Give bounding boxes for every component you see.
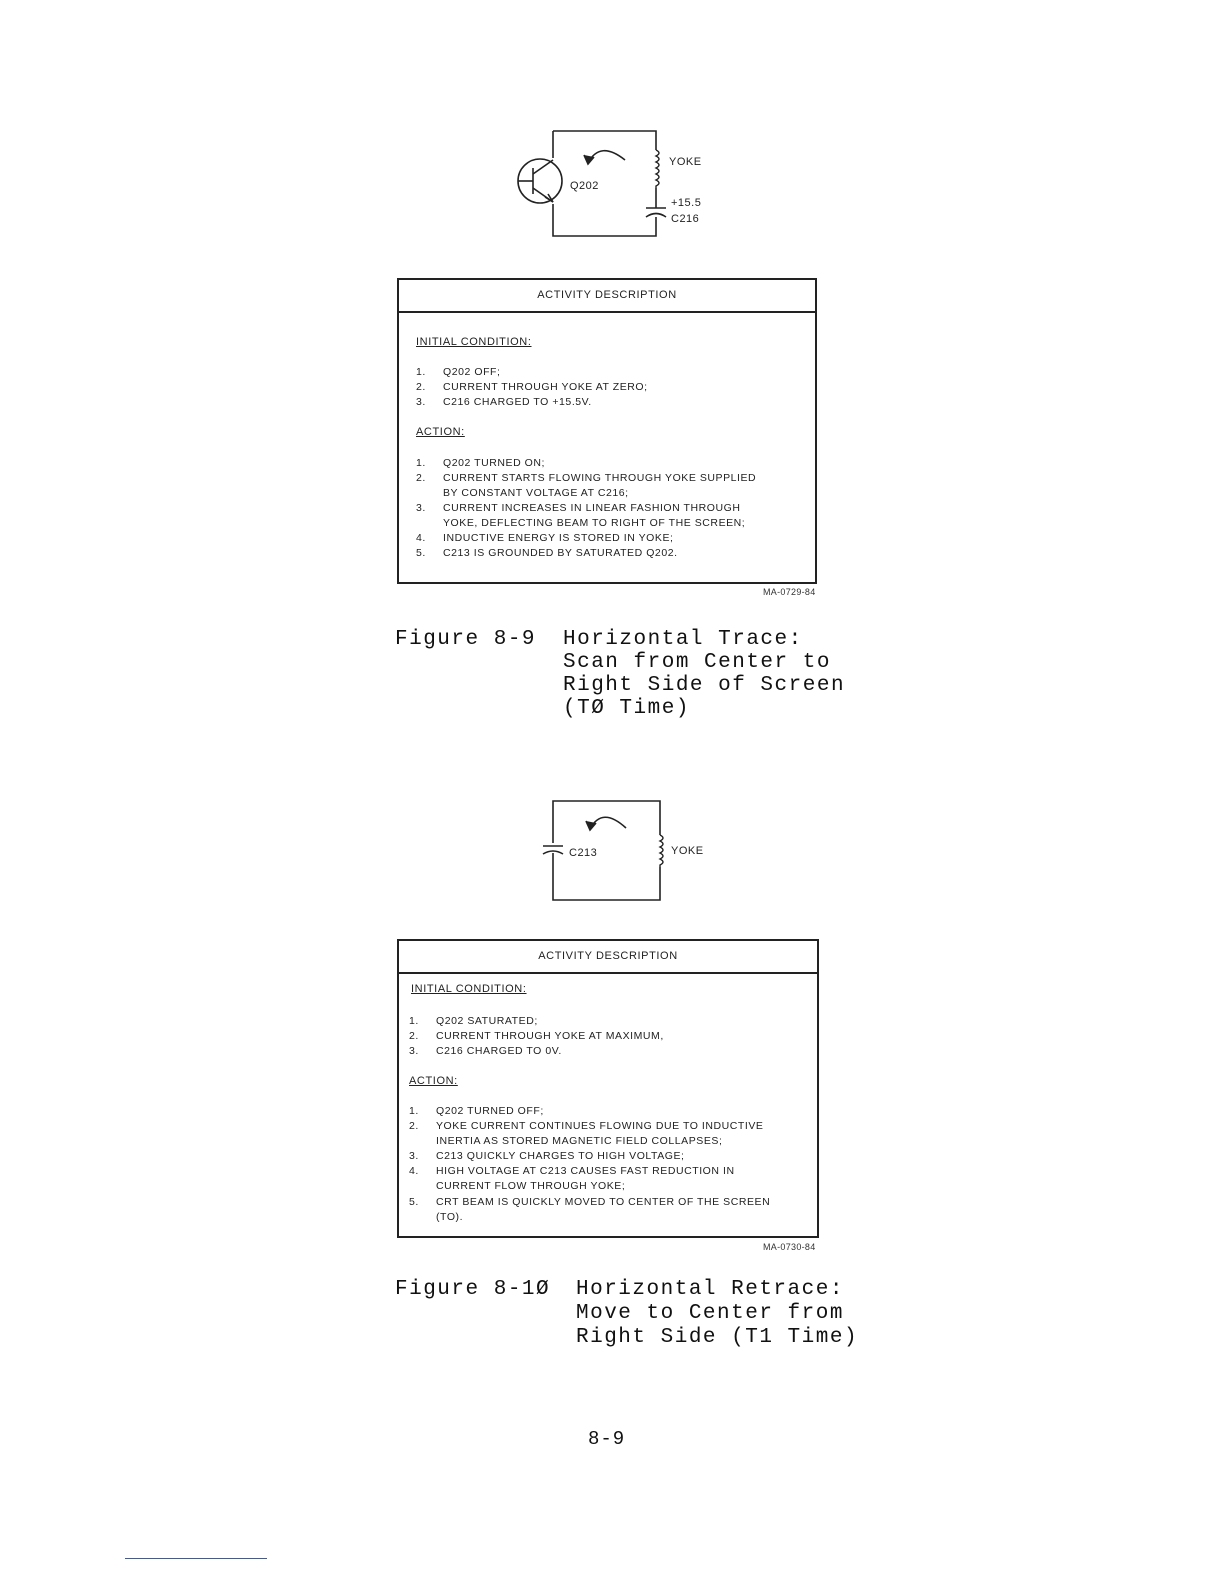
- c216-label: C216: [671, 213, 700, 225]
- voltage-label: +15.5: [671, 197, 702, 209]
- initial-condition-title: INITIAL CONDITION:: [411, 983, 527, 995]
- caption-line-2: Scan from Center to: [563, 651, 831, 674]
- activity-description-header: ACTIVITY DESCRIPTION: [399, 280, 815, 313]
- caption-line-1: Horizontal Trace:: [563, 628, 803, 651]
- yoke-label: YOKE: [669, 156, 702, 168]
- figure-label-8-10: Figure 8-1Ø: [395, 1278, 551, 1301]
- page-number: 8-9: [588, 1428, 626, 1450]
- yoke-coil-symbol-2: [660, 835, 663, 867]
- caption-line-3: Right Side of Screen: [563, 674, 846, 697]
- action-title: ACTION:: [416, 426, 465, 438]
- activity-description-box-8-10: ACTIVITY DESCRIPTION INITIAL CONDITION: 1. Q202 SATURATED; 2. CURRENT THROUGH YOKE AT MAXIMUM, 3. C216 CHARGED TO 0V. ACTION: 1. Q202 TURNED OFF; 2. YOKE CURRENT CONTINUES FLOWING DUE TO INDUCTIVE INERTIA AS STORED MAGNETIC FIELD COLLAPSES; 3. C213 QUICKLY CHARGES TO HIGH VOLTAGE; 4. HIGH VOLTAGE AT C213 CAUSES FAST REDUCTION IN CURRENT FLOW THROUGH YOKE; 5. CRT BEAM IS QUICKLY MOVED TO CENTER OF THE SCREEN (TO).: [397, 939, 819, 1238]
- caption-line-2: Move to Center from: [576, 1302, 844, 1325]
- caption-line-3: Right Side (T1 Time): [576, 1326, 859, 1349]
- initial-condition-title: INITIAL CONDITION:: [416, 336, 532, 348]
- capacitor-c216-symbol: [646, 208, 666, 217]
- q202-label: Q202: [570, 180, 599, 192]
- activity-description-header: ACTIVITY DESCRIPTION: [399, 941, 817, 974]
- figure-code-8-9: MA-0729-84: [763, 587, 816, 597]
- activity-description-box-8-9: ACTIVITY DESCRIPTION INITIAL CONDITION: 1. Q202 OFF; 2. CURRENT THROUGH YOKE AT ZERO; 3. C216 CHARGED TO +15.5V. ACTION: 1. Q202 TURNED ON; 2. CURRENT STARTS FLOWING THROUGH YOKE SUPPLIED BY CONSTANT VOLTAGE AT C216; 3. CURRENT INCREASES IN LINEAR FASHION THROUGH YOKE, DEFLECTING BEAM TO RIGHT OF THE SCREEN; 4. INDUCTIVE ENERGY IS STORED IN YOKE; 5. C213 IS GROUNDED BY SATURATED Q202.: [397, 278, 817, 584]
- figure-label-8-9: Figure 8-9: [395, 628, 537, 651]
- action-title: ACTION:: [409, 1075, 458, 1087]
- footnote-rule: [125, 1558, 267, 1559]
- figure-code-8-10: MA-0730-84: [763, 1242, 816, 1252]
- caption-line-1: Horizontal Retrace:: [576, 1278, 844, 1301]
- caption-line-4: (TØ Time): [563, 697, 690, 720]
- trace-circuit-wires: [553, 131, 656, 236]
- transistor-q202-symbol: [518, 159, 562, 203]
- yoke-label-2: YOKE: [671, 845, 704, 857]
- current-flow-arrow-icon-2: [586, 817, 626, 830]
- current-flow-arrow-icon: [584, 151, 625, 164]
- yoke-coil-symbol: [656, 150, 659, 188]
- capacitor-c213-symbol: [543, 846, 563, 854]
- c213-label: C213: [569, 847, 598, 859]
